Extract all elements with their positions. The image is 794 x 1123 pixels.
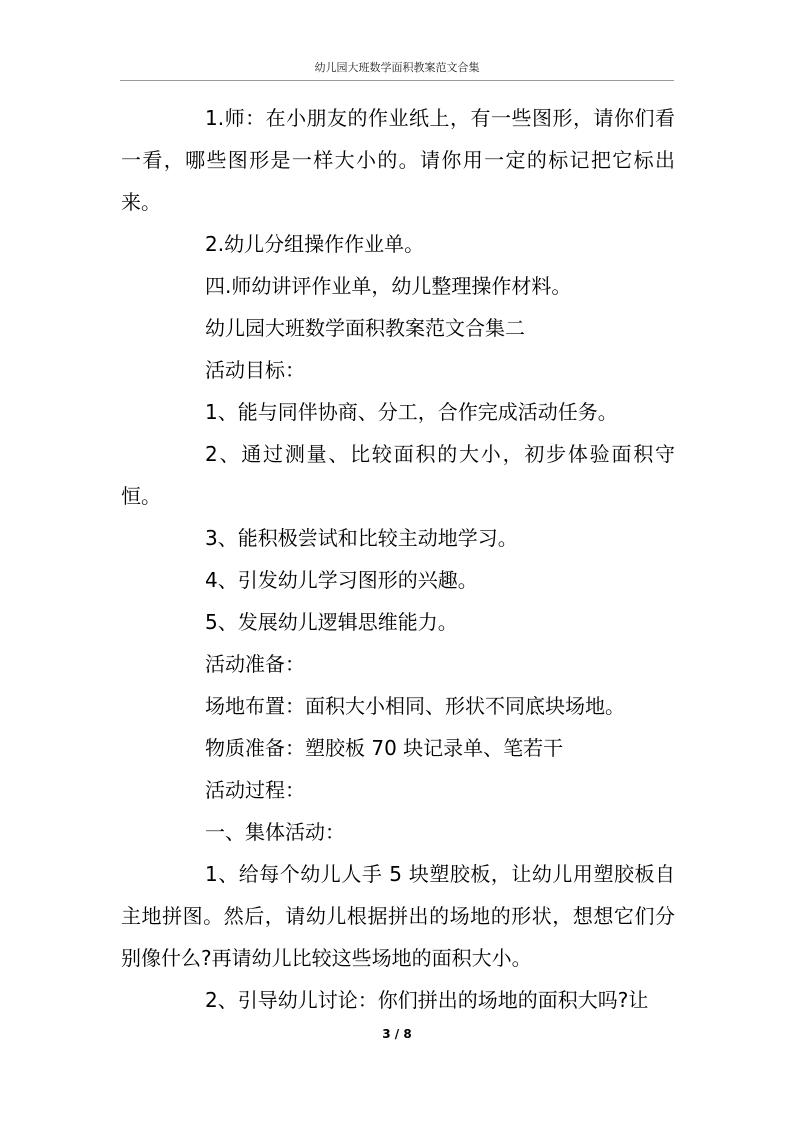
paragraph: 1、能与同伴协商、分工，合作完成活动任务。 <box>205 400 618 424</box>
paragraph: 4、引发幼儿学习图形的兴趣。 <box>205 568 478 592</box>
paragraph: 2.幼儿分组操作作业单。 <box>205 232 425 256</box>
paragraph: 1.师：在小朋友的作业纸上，有一些图形，请你们看一看，哪些图形是一样大小的。请你用一定的标记把它标出来。 <box>121 106 675 214</box>
paragraph: 2、通过测量、比较面积的大小，初步体验面积守恒。 <box>121 442 675 508</box>
paragraph: 活动过程： <box>205 778 305 802</box>
document-body <box>121 97 675 1021</box>
paragraph: 一、集体活动： <box>205 820 345 844</box>
paragraph: 场地布置：面积大小相同、形状不同底块场地。 <box>205 694 625 718</box>
header-divider <box>120 80 674 81</box>
paragraph: 5、发展幼儿逻辑思维能力。 <box>205 610 458 634</box>
paragraph: 3、能积极尝试和比较主动地学习。 <box>205 526 518 550</box>
paragraph: 活动目标： <box>205 358 305 382</box>
paragraph: 2、引导幼儿讨论：你们拼出的场地的面积大吗?让 <box>205 988 649 1012</box>
page-number: 3 / 8 <box>382 1027 412 1041</box>
paragraph: 四.师幼讲评作业单，幼儿整理操作材料。 <box>205 274 572 298</box>
paragraph: 1、给每个幼儿人手 5 块塑胶板，让幼儿用塑胶板自主地拼图。然后，请幼儿根据拼出的场地的形状，想想它们分别像什么?再请幼儿比较这些场地的面积大小。 <box>121 862 675 970</box>
paragraph: 活动准备： <box>205 652 305 676</box>
paragraph: 物质准备：塑胶板 70 块记录单、笔若干 <box>205 736 564 760</box>
section-title: 幼儿园大班数学面积教案范文合集二 <box>205 316 525 340</box>
page-header-title: 幼儿园大班数学面积教案范文合集 <box>314 61 480 74</box>
